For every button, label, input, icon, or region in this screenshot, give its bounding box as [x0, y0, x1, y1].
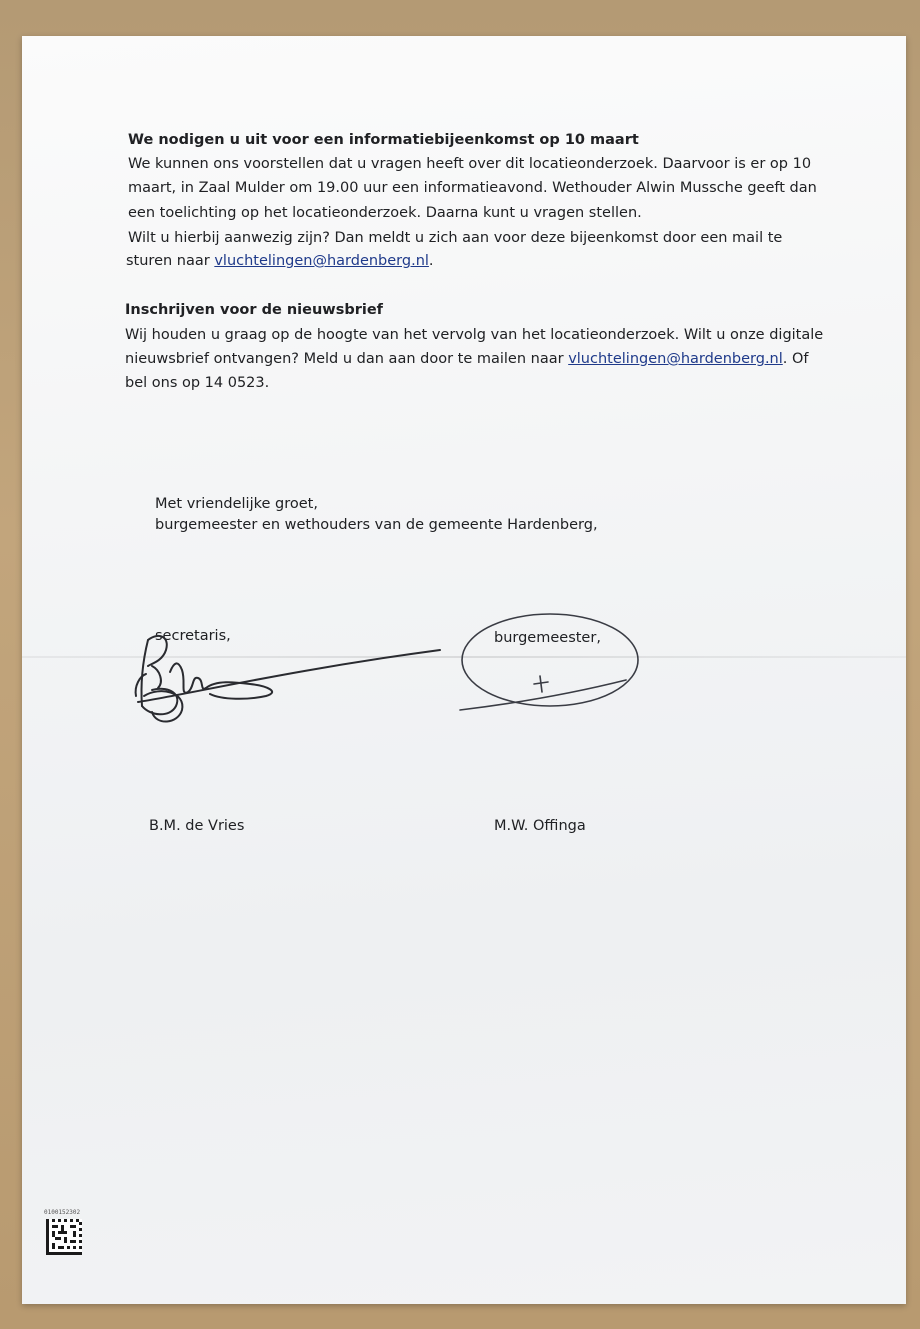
email-link[interactable]: vluchtelingen@hardenberg.nl: [214, 253, 429, 269]
secretary-signature: [130, 626, 450, 736]
secretary-name: B.M. de Vries: [149, 818, 245, 834]
paragraph-line: maart, in Zaal Mulder om 19.00 uur een informatieavond. Wethouder Alwin Mussche geeft dan: [128, 180, 817, 196]
greeting: Met vriendelijke groet,: [155, 496, 318, 512]
mayor-signature: [450, 610, 650, 720]
paragraph-line: bel ons op 14 0523.: [125, 375, 270, 391]
datamatrix-code: [46, 1219, 82, 1255]
secretary-role: secretaris,: [155, 628, 231, 644]
sender-line: burgemeester en wethouders van de gemeente Hardenberg,: [155, 517, 598, 533]
mayor-role: burgemeester,: [494, 630, 601, 646]
mayor-name: M.W. Offinga: [494, 818, 586, 834]
paragraph-line: Wij houden u graag op de hoogte van het vervolg van het locatieonderzoek. Wilt u onze digitale: [125, 327, 824, 343]
text-prefix: sturen naar: [126, 253, 215, 269]
paragraph-line-with-email: [126, 249, 434, 274]
paragraph-line: We kunnen ons voorstellen dat u vragen heeft over dit locatieonderzoek. Daarvoor is er op 10: [128, 156, 812, 172]
text-suffix: . Of: [782, 351, 809, 367]
letter-page: [22, 36, 906, 1304]
info-meeting-heading: We nodigen u uit voor een informatiebijeenkomst op 10 maart: [128, 132, 639, 148]
text-prefix: nieuwsbrief ontvangen? Meld u dan aan door te mailen naar: [125, 351, 569, 367]
paragraph-line-with-email: [125, 347, 809, 372]
email-link[interactable]: vluchtelingen@hardenberg.nl: [568, 351, 783, 367]
paragraph-line: Wilt u hierbij aanwezig zijn? Dan meldt u zich aan voor deze bijeenkomst door een mail te: [128, 230, 783, 246]
barcode-number: 0100152302: [44, 1209, 81, 1216]
paragraph-line: een toelichting op het locatieonderzoek. Daarna kunt u vragen stellen.: [128, 205, 642, 221]
text-suffix: .: [428, 253, 434, 269]
newsletter-heading: Inschrijven voor de nieuwsbrief: [125, 302, 383, 318]
